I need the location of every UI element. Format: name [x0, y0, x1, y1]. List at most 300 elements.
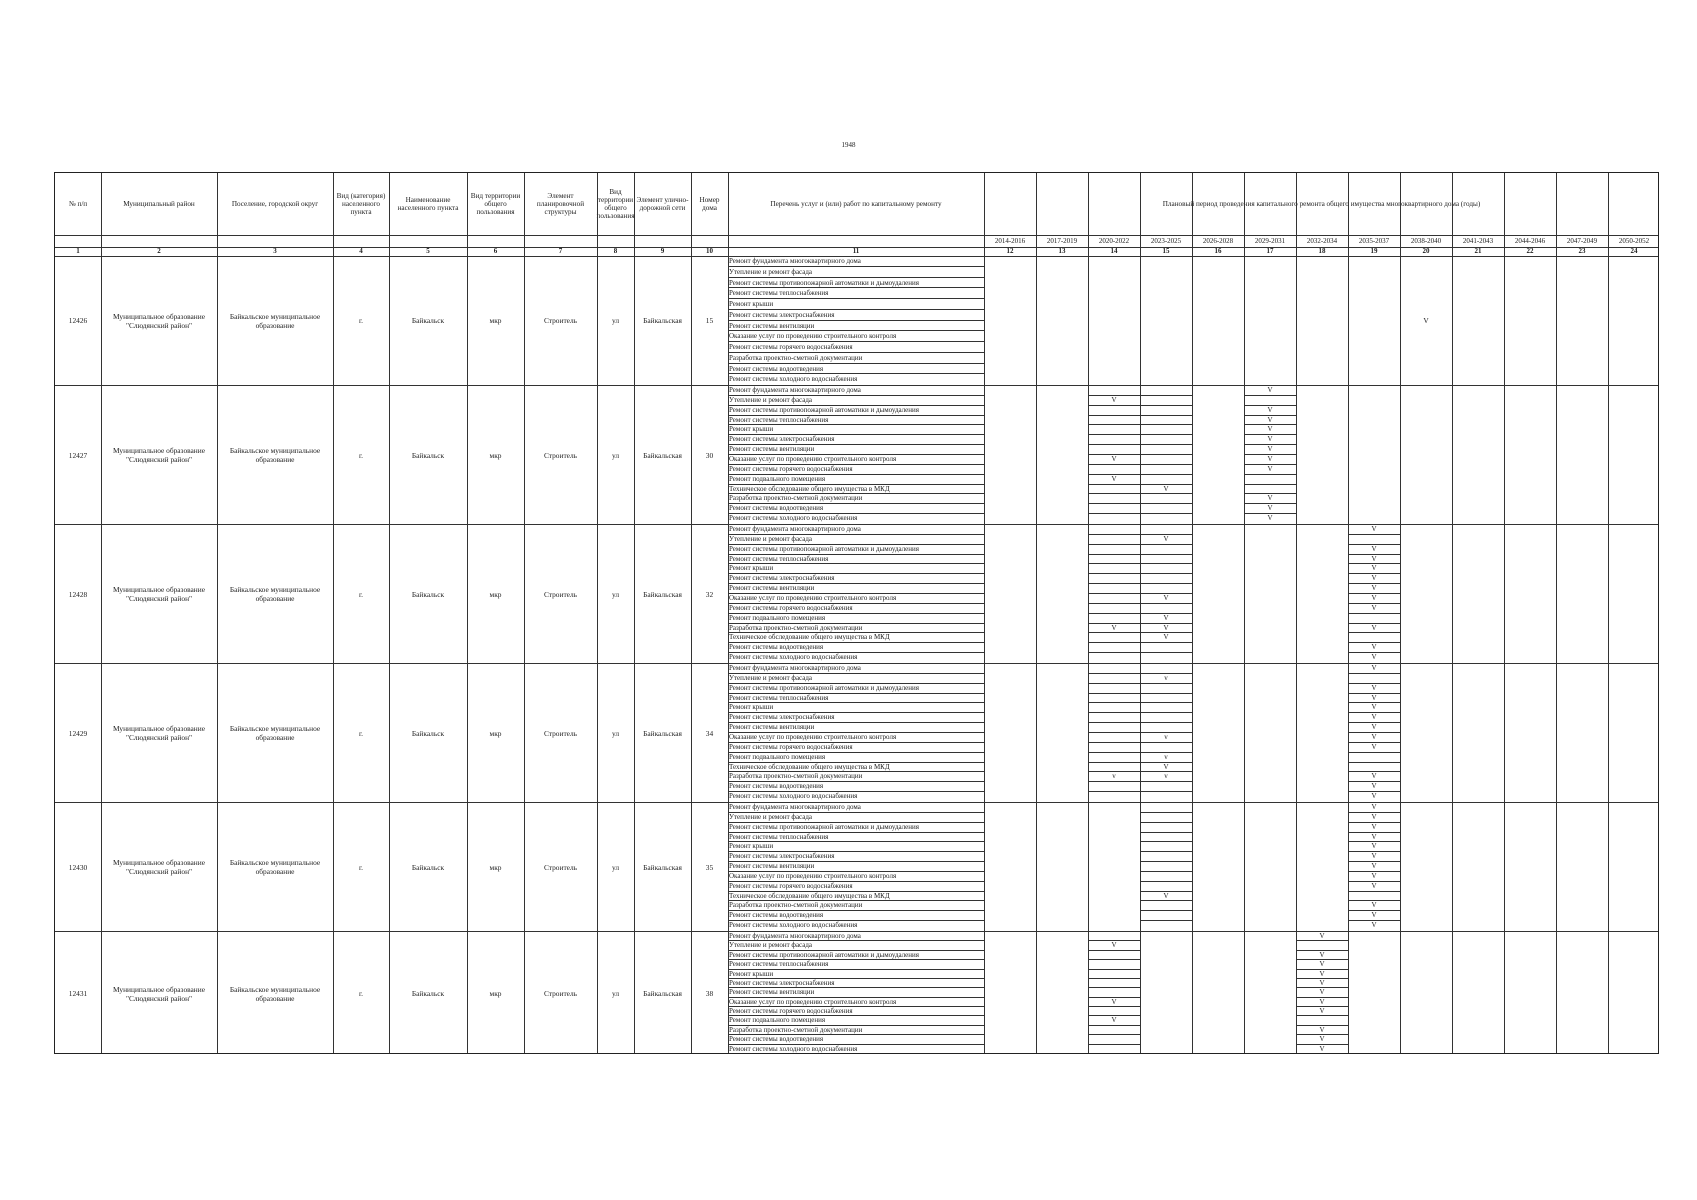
locality-name-cell: Байкальск [411, 450, 445, 460]
period-grid-cell [1140, 643, 1192, 653]
column-number: 16 [1214, 247, 1222, 255]
page-number: 1948 [841, 141, 856, 149]
street-element-cell: Байкальская [643, 862, 682, 872]
column-number: 17 [1266, 247, 1274, 255]
period-grid-cell [1088, 664, 1140, 674]
period-mark: V [1371, 792, 1377, 801]
period-mark: V [1319, 969, 1325, 978]
work-item: Ремонт системы вентиляции [728, 723, 984, 733]
work-item: Ремонт системы водоотведения [728, 364, 984, 375]
work-item: Ремонт крыши [728, 299, 984, 310]
period-grid-cell [1088, 1045, 1140, 1054]
row-number: 12430 [68, 862, 88, 872]
work-item: Ремонт системы электроснабжения [728, 435, 984, 445]
work-item: Ремонт системы теплоснабжения [728, 288, 984, 299]
period-grid-cell [1088, 743, 1140, 753]
period-mark: V [1111, 395, 1117, 404]
year-range-header: 2023-2025 [1150, 237, 1182, 245]
district-cell: Муниципальное образование "Слюдянский район" [113, 724, 205, 742]
planning-element-cell: Строитель [543, 450, 578, 460]
period-grid-cell [1088, 564, 1140, 574]
column-number: 14 [1110, 247, 1118, 255]
period-mark: v [1164, 752, 1168, 761]
period-mark: V [1267, 386, 1273, 394]
period-mark: V [1267, 514, 1273, 523]
period-grid-cell [1140, 901, 1192, 911]
column-number: 4 [359, 247, 363, 255]
period-mark: V [1423, 316, 1429, 325]
period-grid-cell [1140, 396, 1192, 406]
column-number: 13 [1058, 247, 1066, 255]
period-mark: V [1371, 812, 1377, 821]
work-item: Ремонт системы водоотведения [728, 782, 984, 792]
territory-kind-cell: ул [611, 316, 620, 325]
period-grid-cell [1088, 733, 1140, 743]
work-item: Ремонт крыши [728, 564, 984, 574]
period-grid-cell [1140, 792, 1192, 802]
period-mark: V [1371, 643, 1377, 652]
period-grid-cell [1348, 633, 1400, 643]
work-item: Оказание услуг по проведению строительного контроля [728, 872, 984, 882]
column-number: 2 [157, 247, 161, 255]
street-element-cell: Байкальская [643, 450, 682, 460]
work-item: Ремонт подвального помещения [728, 475, 984, 485]
planning-element-cell: Строитель [543, 728, 578, 738]
header-street-element: Элемент улично-дорожной сети [636, 196, 689, 212]
period-grid-cell [1140, 713, 1192, 723]
period-grid-cell [1088, 753, 1140, 763]
period-grid-cell [1140, 862, 1192, 872]
work-item: Утепление и ремонт фасада [728, 941, 984, 950]
work-item: Ремонт фундамента многоквартирного дома [728, 932, 984, 941]
period-mark: V [1371, 901, 1377, 910]
territory-type-cell: мкр [489, 728, 502, 738]
period-mark: V [1267, 445, 1273, 454]
period-mark: V [1319, 978, 1325, 987]
period-grid-cell [1140, 743, 1192, 753]
settlement-cell: Байкальское муниципальное образование [229, 311, 321, 330]
territory-type-cell: мкр [489, 316, 502, 325]
period-grid-cell [1140, 604, 1192, 614]
district-cell: Муниципальное образование "Слюдянский район" [113, 858, 205, 876]
period-mark: V [1371, 683, 1377, 692]
locality-type-cell: г. [358, 989, 364, 998]
work-item: Ремонт системы горячего водоснабжения [728, 342, 984, 353]
period-grid-cell [1088, 494, 1140, 504]
work-item: Ремонт системы холодного водоснабжения [729, 792, 858, 801]
row-number: 12427 [68, 450, 88, 460]
work-item: Ремонт системы теплоснабжения [728, 555, 984, 565]
period-mark: V [1371, 862, 1377, 871]
work-item: Утепление и ремонт фасада [728, 813, 984, 823]
year-range-header: 2029-2031 [1254, 237, 1286, 245]
territory-type-cell: мкр [489, 862, 502, 872]
period-mark: V [1319, 988, 1325, 997]
period-grid-cell [1140, 465, 1192, 475]
period-mark: V [1371, 921, 1377, 930]
column-number: 12 [1006, 247, 1014, 255]
column-number: 6 [493, 247, 498, 255]
period-grid-cell [1088, 525, 1140, 535]
planning-element-cell: Строитель [543, 989, 578, 998]
work-item: Ремонт фундамента многоквартирного дома [728, 803, 984, 813]
column-number: 11 [852, 247, 860, 255]
period-mark: V [1371, 881, 1377, 890]
year-range-header: 2017-2019 [1046, 237, 1078, 245]
period-grid-cell [1140, 455, 1192, 465]
territory-kind-cell: ул [611, 862, 620, 872]
work-item: Ремонт системы вентиляции [728, 445, 984, 455]
work-item: Техническое обследование общего имущества в МКД [728, 892, 984, 902]
territory-type-cell: мкр [489, 989, 502, 998]
period-mark: v [1112, 772, 1116, 781]
period-grid-cell [1140, 514, 1192, 524]
work-item: Ремонт системы водоотведения [728, 504, 984, 514]
period-grid-cell [1088, 703, 1140, 713]
period-mark: V [1371, 742, 1377, 751]
header-no: № п/п [68, 200, 88, 208]
work-item: Утепление и ремонт фасада [728, 396, 984, 406]
period-grid-cell [1088, 653, 1140, 663]
planning-element-cell: Строитель [543, 862, 578, 872]
period-mark: V [1371, 574, 1377, 583]
column-number: 1 [76, 247, 80, 255]
street-element-cell: Байкальская [643, 989, 682, 998]
period-grid-cell [1140, 564, 1192, 574]
period-mark: V [1371, 803, 1377, 811]
period-mark: V [1267, 504, 1273, 513]
year-range-header: 2044-2046 [1514, 237, 1546, 245]
period-grid-cell [1088, 535, 1140, 545]
period-mark: V [1371, 603, 1377, 612]
work-item: Утепление и ремонт фасада [728, 535, 984, 545]
street-element-cell: Байкальская [643, 589, 682, 599]
work-item: Ремонт системы теплоснабжения [728, 960, 984, 969]
work-item: Ремонт крыши [728, 970, 984, 979]
period-mark: V [1371, 842, 1377, 851]
row-number: 12429 [68, 728, 88, 738]
work-item: Ремонт системы электроснабжения [728, 713, 984, 723]
period-grid-cell [1088, 988, 1140, 997]
column-number: 19 [1370, 247, 1378, 255]
period-grid-cell [1244, 396, 1296, 406]
locality-type-cell: г. [358, 862, 364, 872]
territory-kind-cell: ул [611, 589, 620, 599]
period-grid-cell [1140, 882, 1192, 892]
period-mark: V [1371, 564, 1377, 573]
period-mark: V [1319, 1007, 1325, 1016]
period-grid-cell [1140, 703, 1192, 713]
work-item: Ремонт системы электроснабжения [728, 310, 984, 321]
period-mark: V [1371, 733, 1377, 741]
work-item: Ремонт подвального помещения [728, 753, 984, 763]
period-grid-cell [1348, 535, 1400, 545]
period-grid-cell [1088, 485, 1140, 495]
header-rule [55, 235, 1658, 236]
locality-name-cell: Байкальск [411, 862, 445, 872]
period-grid-cell [1140, 525, 1192, 535]
period-grid-cell [1140, 555, 1192, 565]
period-mark: V [1371, 723, 1377, 732]
period-mark: v [1164, 772, 1168, 781]
period-mark: V [1371, 832, 1377, 841]
work-item: Ремонт крыши [728, 425, 984, 435]
period-mark: V [1319, 1025, 1325, 1034]
column-number: 5 [426, 247, 430, 255]
period-grid-cell [1140, 406, 1192, 416]
territory-type-cell: мкр [489, 450, 502, 460]
work-item: Ремонт системы горячего водоснабжения [728, 1007, 984, 1016]
period-grid-cell [1244, 475, 1296, 485]
house-number-cell: 32 [705, 589, 714, 599]
header-house-no: Номер дома [699, 196, 720, 212]
work-item: Ремонт системы водоотведения [728, 1035, 984, 1044]
house-record [55, 664, 1658, 803]
period-grid-cell [1088, 970, 1140, 979]
column-number: 18 [1318, 247, 1326, 255]
period-grid-cell [1140, 813, 1192, 823]
work-item: Ремонт системы теплоснабжения [728, 694, 984, 704]
work-item: Ремонт фундамента многоквартирного дома [728, 525, 984, 535]
period-mark: V [1163, 623, 1169, 632]
planning-element-cell: Строитель [543, 589, 578, 599]
period-grid-cell [1088, 445, 1140, 455]
column-number: 23 [1578, 247, 1586, 255]
street-element-cell: Байкальская [643, 316, 682, 325]
period-grid-cell [1140, 723, 1192, 733]
settlement-cell: Байкальское муниципальное образование [229, 585, 321, 603]
work-item: Ремонт системы противопожарной автоматики и дымоудаления [728, 406, 984, 416]
house-number-cell: 35 [705, 862, 714, 872]
period-grid-cell [1088, 763, 1140, 773]
work-item: Ремонт крыши [728, 703, 984, 713]
work-item: Ремонт системы горячего водоснабжения [728, 465, 984, 475]
header-district: Муниципальный район [123, 200, 195, 208]
work-item: Ремонт системы противопожарной автоматики и дымоудаления [728, 545, 984, 555]
work-item: Ремонт системы водоотведения [728, 911, 984, 921]
house-record [55, 803, 1658, 932]
column-number: 8 [613, 247, 618, 255]
work-item: Ремонт системы вентиляции [728, 584, 984, 594]
header-settlement: Поселение, городской округ [231, 200, 319, 208]
period-grid-cell [1088, 643, 1140, 653]
district-cell: Муниципальное образование "Слюдянский район" [113, 446, 205, 464]
locality-name-cell: Байкальск [411, 316, 445, 325]
period-grid-cell [1088, 386, 1140, 396]
district-cell: Муниципальное образование "Слюдянский район" [113, 311, 205, 330]
work-item: Ремонт крыши [728, 842, 984, 852]
period-mark: V [1163, 484, 1169, 493]
period-grid-cell [1296, 941, 1348, 950]
column-number: 20 [1422, 247, 1430, 255]
header-planning-element: Элемент планировочной структуры [536, 192, 585, 216]
period-grid-cell [1088, 614, 1140, 624]
house-number-cell: 30 [705, 450, 714, 460]
period-mark: V [1163, 613, 1169, 622]
period-grid-cell [1140, 921, 1192, 931]
period-grid-cell [1088, 504, 1140, 514]
row-number: 12431 [68, 989, 88, 998]
column-number: 7 [558, 247, 563, 255]
work-item: Ремонт системы противопожарной автоматики и дымоудаления [728, 823, 984, 833]
period-grid-cell [1088, 406, 1140, 416]
period-mark: v [1164, 673, 1168, 682]
period-grid-cell [1088, 465, 1140, 475]
period-grid-cell [1088, 435, 1140, 445]
period-mark: V [1371, 544, 1377, 553]
settlement-cell: Байкальское муниципальное образование [229, 858, 321, 876]
work-item: Ремонт системы теплоснабжения [728, 416, 984, 426]
period-mark: V [1371, 703, 1377, 712]
period-grid-cell [1348, 763, 1400, 773]
period-grid-cell [1140, 653, 1192, 663]
header-territory-type: Вид территории общего пользования [470, 192, 521, 216]
period-grid-cell [1088, 545, 1140, 555]
work-item: Ремонт системы холодного водоснабжения [729, 514, 858, 523]
period-grid-cell [1140, 911, 1192, 921]
period-mark: V [1371, 871, 1377, 880]
period-grid-cell [1088, 932, 1140, 941]
period-mark: V [1371, 525, 1377, 533]
column-number: 15 [1162, 247, 1170, 255]
period-mark: V [1319, 997, 1325, 1006]
period-grid-cell [1088, 723, 1140, 733]
period-mark: V [1163, 762, 1169, 771]
period-mark: V [1371, 594, 1377, 602]
territory-type-cell: мкр [489, 589, 502, 599]
capital-repair-table [54, 172, 1659, 1054]
period-mark: V [1371, 852, 1377, 861]
year-range-header: 2026-2028 [1202, 237, 1234, 245]
work-item: Разработка проектно-сметной документации [728, 901, 984, 911]
period-mark: V [1111, 997, 1117, 1006]
period-mark: V [1267, 455, 1273, 463]
period-mark: V [1319, 932, 1325, 940]
district-cell: Муниципальное образование "Слюдянский район" [113, 585, 205, 603]
row-number: 12426 [68, 316, 88, 325]
period-grid-cell [1140, 833, 1192, 843]
column-number: 3 [273, 247, 277, 255]
work-item: Ремонт подвального помещения [728, 1016, 984, 1025]
period-grid-cell [1088, 604, 1140, 614]
period-grid-cell [1140, 852, 1192, 862]
period-mark: V [1371, 584, 1377, 593]
column-number: 24 [1630, 247, 1638, 255]
period-grid-cell [1088, 416, 1140, 426]
column-number: 21 [1474, 247, 1482, 255]
period-mark: V [1319, 1044, 1325, 1053]
period-mark: V [1111, 474, 1117, 483]
period-grid-cell [1088, 514, 1140, 524]
period-grid-cell [1088, 684, 1140, 694]
period-mark: V [1371, 713, 1377, 722]
period-mark: V [1371, 772, 1377, 781]
house-number-cell: 34 [705, 728, 714, 738]
period-grid-cell [1140, 425, 1192, 435]
period-grid-cell [1348, 892, 1400, 902]
period-grid-cell [1348, 614, 1400, 624]
period-grid-cell [1244, 485, 1296, 495]
period-mark: V [1111, 1016, 1117, 1025]
house-record [55, 256, 1658, 386]
period-mark: V [1163, 594, 1169, 602]
settlement-cell: Байкальское муниципальное образование [229, 446, 321, 464]
header-territory-kind: Вид территории общего пользования [596, 188, 635, 220]
work-item: Ремонт системы холодного водоснабжения [729, 921, 858, 930]
header-period: Плановый период проведения капитального ремонта общего имущества многоквартирного дома (годы) [1162, 200, 1481, 208]
work-item: Ремонт системы водоотведения [728, 643, 984, 653]
locality-name-cell: Байкальск [411, 728, 445, 738]
period-grid-cell [1140, 504, 1192, 514]
period-mark: V [1319, 1035, 1325, 1044]
year-range-header: 2047-2049 [1566, 237, 1598, 245]
house-number-cell: 15 [705, 316, 714, 325]
period-mark: V [1319, 960, 1325, 969]
period-grid-cell [1088, 951, 1140, 960]
work-item: Ремонт системы электроснабжения [728, 979, 984, 988]
locality-type-cell: г. [358, 450, 364, 460]
work-item: Ремонт системы горячего водоснабжения [728, 882, 984, 892]
year-range-header: 2041-2043 [1462, 237, 1494, 245]
year-range-header: 2050-2052 [1618, 237, 1650, 245]
period-grid-cell [1088, 713, 1140, 723]
period-grid-cell [1088, 633, 1140, 643]
locality-type-cell: г. [358, 316, 364, 325]
period-mark: V [1267, 494, 1273, 503]
period-mark: V [1371, 623, 1377, 632]
work-item: Ремонт подвального помещения [728, 614, 984, 624]
period-grid-cell [1088, 960, 1140, 969]
period-grid-cell [1088, 1026, 1140, 1035]
year-range-header: 2020-2022 [1098, 237, 1130, 245]
period-grid-cell [1140, 475, 1192, 485]
period-grid-cell [1140, 664, 1192, 674]
period-grid-cell [1088, 782, 1140, 792]
work-item: Ремонт фундамента многоквартирного дома [728, 386, 984, 396]
work-item: Ремонт системы вентиляции [728, 862, 984, 872]
work-item: Разработка проектно-сметной документации [728, 624, 984, 634]
period-grid-cell [1088, 694, 1140, 704]
territory-kind-cell: ул [611, 728, 620, 738]
year-range-header: 2038-2040 [1410, 237, 1442, 245]
period-grid-cell [1140, 494, 1192, 504]
period-grid-cell [1140, 694, 1192, 704]
period-grid-cell [1296, 1016, 1348, 1025]
column-number: 9 [660, 247, 665, 255]
period-mark: V [1267, 464, 1273, 473]
work-item: Ремонт системы вентиляции [728, 321, 984, 332]
territory-kind-cell: ул [611, 450, 620, 460]
work-item: Утепление и ремонт фасада [728, 267, 984, 278]
period-mark: V [1111, 623, 1117, 632]
work-item: Оказание услуг по проведению строительного контроля [728, 455, 984, 465]
street-element-cell: Байкальская [643, 728, 682, 738]
period-grid-cell [1140, 416, 1192, 426]
header-locality-type: Вид (категория) населенного пункта [336, 192, 386, 216]
period-grid-cell [1088, 594, 1140, 604]
period-grid-cell [1140, 872, 1192, 882]
year-range-header: 2014-2016 [994, 237, 1026, 245]
period-grid-cell [1088, 555, 1140, 565]
work-item: Ремонт системы противопожарной автоматики и дымоудаления [728, 951, 984, 960]
house-record [55, 932, 1658, 1055]
settlement-cell: Байкальское муниципальное образование [229, 724, 321, 742]
period-grid-cell [1140, 842, 1192, 852]
period-grid-cell [1140, 684, 1192, 694]
work-item: Разработка проектно-сметной документации [728, 772, 984, 782]
period-mark: V [1163, 891, 1169, 900]
work-item: Оказание услуг по проведению строительного контроля [728, 594, 984, 604]
